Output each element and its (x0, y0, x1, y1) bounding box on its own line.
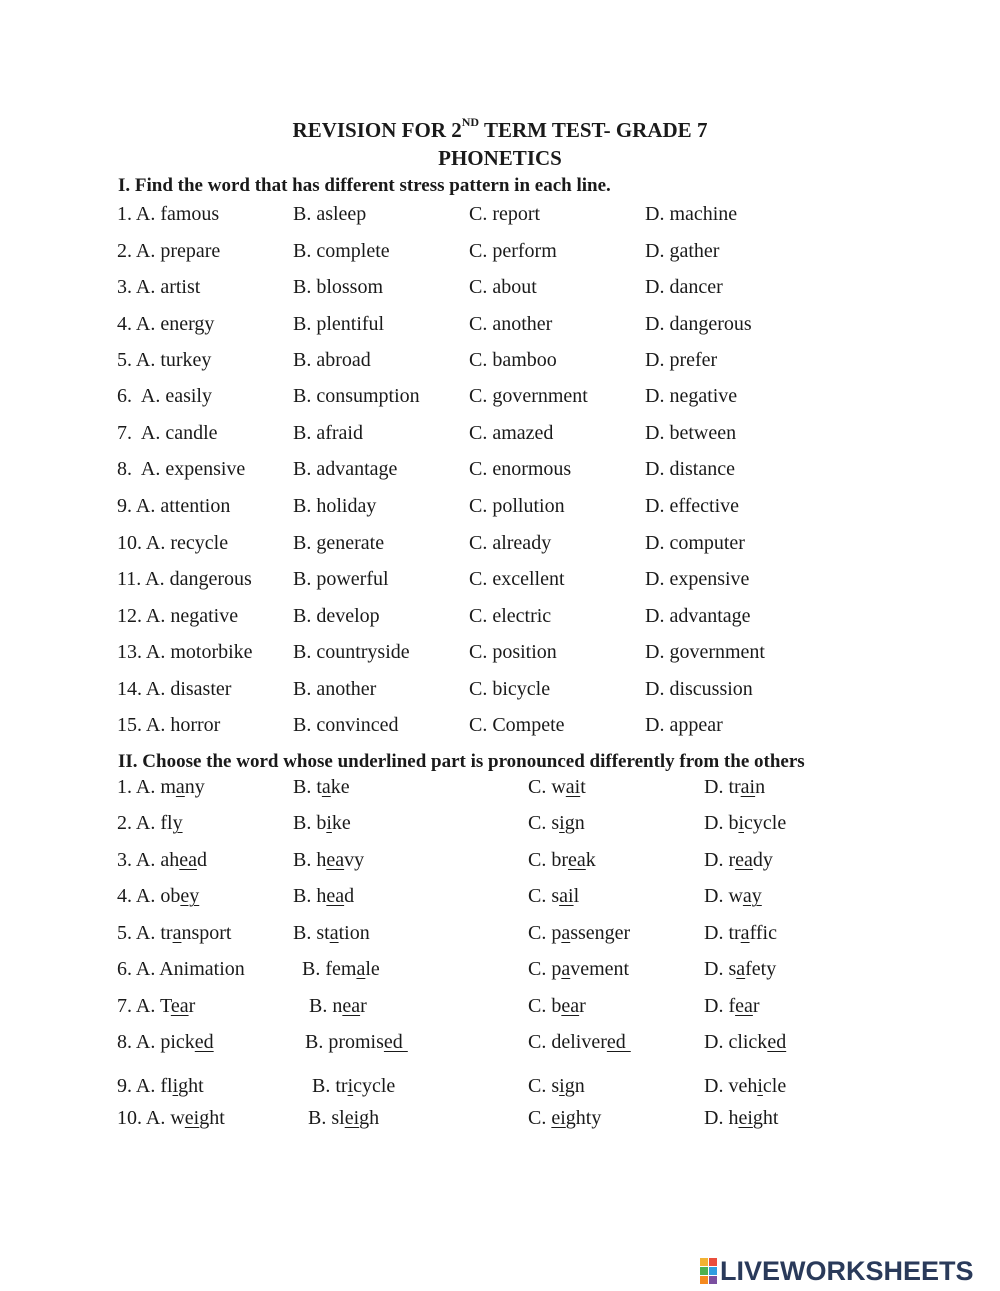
underlined-part: a (740, 922, 750, 944)
option-a (117, 776, 205, 799)
option-d (704, 922, 777, 945)
option-a (117, 849, 207, 872)
option-b: B. advantage (293, 458, 398, 480)
underlined-part: ei (184, 1107, 200, 1129)
option-d: D. computer (645, 532, 745, 554)
logo-block (700, 1267, 708, 1275)
word-suffix: ght (199, 1107, 225, 1129)
option-b: B. afraid (293, 422, 363, 444)
option-b (293, 885, 354, 908)
pronunciation-row (0, 922, 1000, 948)
word-suffix: ght (752, 1107, 779, 1129)
word-suffix: t (580, 776, 586, 798)
word-suffix: le (365, 958, 380, 980)
underlined-part: a (329, 922, 339, 944)
option-a (117, 885, 199, 908)
option-d (704, 958, 776, 981)
logo-block (700, 1258, 708, 1266)
word-prefix: D. b (704, 812, 739, 834)
word-prefix: 8. A. pick (117, 1031, 195, 1053)
word-prefix: C. s (528, 885, 560, 907)
option-d: D. effective (645, 495, 740, 517)
option-d (704, 1031, 786, 1054)
section-1-heading: I. Find the word that has different stress pattern in each line. (118, 175, 611, 196)
underlined-part: ed (383, 1031, 408, 1053)
option-a (117, 1107, 225, 1130)
option-a: 10. A. recycle (117, 532, 229, 554)
underlined-part: a (736, 958, 746, 980)
option-b: B. develop (293, 605, 380, 627)
word-prefix: 3. A. ah (117, 849, 180, 871)
word-prefix: B. promis (305, 1031, 384, 1053)
word-prefix: D. tr (704, 776, 741, 798)
word-prefix: D. h (704, 1107, 739, 1129)
word-suffix: ssenger (570, 922, 631, 944)
option-b: B. another (293, 678, 377, 700)
option-d (704, 849, 773, 872)
word-prefix: 6. A. Animation (117, 958, 245, 980)
option-c (528, 776, 586, 799)
option-c: C. electric (469, 605, 552, 627)
underlined-part: a (321, 776, 331, 798)
word-suffix: r (360, 995, 367, 1017)
option-a (117, 1031, 214, 1054)
logo-block (709, 1258, 717, 1266)
word-prefix: 1. A. m (117, 776, 176, 798)
underlined-part: i (559, 1075, 565, 1097)
word-suffix: nsport (181, 922, 232, 944)
word-suffix: n (755, 776, 766, 798)
underlined-part: a (172, 922, 182, 944)
option-c: C. bamboo (469, 349, 557, 371)
option-c (528, 885, 579, 908)
page-subtitle: PHONETICS (438, 146, 562, 170)
option-d: D. distance (645, 458, 735, 480)
stress-row (0, 678, 1000, 704)
option-a: 9. A. attention (117, 495, 231, 517)
pronunciation-row (0, 885, 1000, 911)
word-prefix: D. r (704, 849, 736, 871)
option-a (117, 922, 231, 945)
word-prefix: B. t (293, 776, 322, 798)
option-d (704, 776, 765, 799)
word-suffix: ke (331, 812, 351, 834)
option-b: B. asleep (293, 203, 367, 225)
underlined-part: ai (559, 885, 574, 907)
logo-blocks-icon (700, 1258, 717, 1284)
option-b (308, 1107, 379, 1130)
option-a: 14. A. disaster (117, 678, 232, 700)
word-prefix: C. deliver (528, 1031, 607, 1053)
underlined-part: ai (740, 776, 756, 798)
option-c: C. about (469, 276, 537, 298)
logo-text: LIVEWORKSHEETS (720, 1255, 974, 1286)
option-c: C. pollution (469, 495, 565, 517)
word-suffix: r (188, 995, 196, 1017)
underlined-part: y (172, 812, 183, 834)
option-a: 11. A. dangerous (117, 568, 252, 590)
word-prefix: C. p (528, 958, 562, 980)
underlined-part: i (347, 1075, 354, 1097)
word-prefix: B. h (293, 849, 327, 871)
stress-row (0, 313, 1000, 339)
underlined-part: ea (342, 995, 361, 1017)
option-d: D. dangerous (645, 313, 752, 335)
underlined-part: ea (561, 995, 580, 1017)
logo-block (700, 1276, 708, 1284)
option-a (117, 812, 183, 835)
word-prefix: C. (528, 1107, 552, 1129)
option-b: B. generate (293, 532, 385, 554)
word-prefix: C. br (528, 849, 568, 871)
option-b: B. complete (293, 240, 390, 262)
word-prefix: D. s (704, 958, 737, 980)
word-prefix: D. veh (704, 1075, 758, 1097)
word-prefix: C. p (528, 922, 562, 944)
option-d: D. negative (645, 385, 738, 407)
underlined-part: ei (551, 1107, 566, 1129)
word-prefix: B. h (293, 885, 327, 907)
word-prefix: 2. A. fl (117, 812, 173, 834)
option-c: C. another (469, 313, 553, 335)
underlined-part: i (738, 812, 745, 834)
option-b: B. countryside (293, 641, 410, 663)
word-prefix: B. n (309, 995, 343, 1017)
option-b (309, 995, 367, 1018)
liveworksheets-logo (700, 1255, 974, 1287)
option-b: B. plentiful (293, 313, 385, 335)
underlined-part: ey (180, 885, 200, 907)
word-suffix: dy (752, 849, 773, 871)
word-suffix: cycle (744, 812, 787, 834)
underlined-part: ei (344, 1107, 360, 1129)
underlined-part: ed (767, 1031, 787, 1053)
stress-row (0, 458, 1000, 484)
option-c: C. excellent (469, 568, 565, 590)
option-b (302, 958, 380, 981)
option-c (528, 958, 629, 981)
pronunciation-row (0, 776, 1000, 802)
option-b: B. convinced (293, 714, 399, 736)
word-prefix: D. tr (704, 922, 741, 944)
pronunciation-row (0, 849, 1000, 875)
pronunciation-row (0, 1107, 1000, 1133)
underlined-part: ea (568, 849, 586, 871)
underlined-part: i (172, 1075, 179, 1097)
option-c: C. enormous (469, 458, 572, 480)
word-prefix: D. f (704, 995, 736, 1017)
word-suffix: gn (564, 812, 585, 834)
word-suffix: tion (338, 922, 370, 944)
pronunciation-row (0, 1075, 1000, 1101)
option-c (528, 812, 585, 835)
word-prefix: B. sl (308, 1107, 345, 1129)
option-d (704, 812, 786, 835)
stress-row (0, 422, 1000, 448)
option-a: 7. A. candle (117, 422, 218, 444)
option-b (293, 849, 364, 872)
stress-row (0, 605, 1000, 631)
option-c (528, 1031, 631, 1054)
option-c: C. already (469, 532, 552, 554)
option-b: B. holiday (293, 495, 377, 517)
word-suffix: gh (359, 1107, 380, 1129)
option-a: 3. A. artist (117, 276, 201, 298)
option-c: C. Compete (469, 714, 565, 736)
word-prefix: B. tr (312, 1075, 348, 1097)
pronunciation-row (0, 958, 1000, 984)
underlined-part: ea (735, 849, 753, 871)
word-suffix: r (579, 995, 586, 1017)
option-a (117, 958, 245, 981)
option-c: C. government (469, 385, 588, 407)
option-d: D. gather (645, 240, 720, 262)
stress-row (0, 532, 1000, 558)
pronunciation-row (0, 812, 1000, 838)
word-prefix: B. st (293, 922, 330, 944)
word-prefix: 5. A. tr (117, 922, 173, 944)
word-prefix: B. fem (302, 958, 357, 980)
option-c: C. amazed (469, 422, 554, 444)
option-c (528, 849, 596, 872)
option-a: 2. A. prepare (117, 240, 221, 262)
option-c: C. report (469, 203, 541, 225)
pronunciation-row (0, 995, 1000, 1021)
word-suffix: ke (330, 776, 350, 798)
underlined-part: a (356, 958, 366, 980)
underlined-part: a (175, 776, 185, 798)
underlined-part: ea (326, 885, 345, 907)
word-prefix: D. click (704, 1031, 768, 1053)
option-d: D. between (645, 422, 737, 444)
section-2-heading: II. Choose the word whose underlined part is pronounced differently from the others (118, 751, 805, 772)
option-a: 4. A. energy (117, 313, 215, 335)
word-prefix: D. w (704, 885, 743, 907)
word-prefix: 9. A. fl (117, 1075, 173, 1097)
underlined-part: i (326, 812, 332, 834)
option-d (704, 1075, 786, 1098)
underlined-part: i (559, 812, 565, 834)
option-a (117, 1075, 204, 1098)
word-prefix: C. s (528, 1075, 560, 1097)
word-prefix: 10. A. w (117, 1107, 185, 1129)
option-d: D. government (645, 641, 765, 663)
word-suffix: d (344, 885, 355, 907)
underlined-part: ay (742, 885, 762, 907)
word-suffix: cle (762, 1075, 787, 1097)
stress-row (0, 385, 1000, 411)
word-suffix: d (196, 849, 207, 871)
option-a: 12. A. negative (117, 605, 239, 627)
word-suffix: ghty (565, 1107, 602, 1129)
option-c: C. position (469, 641, 557, 663)
option-b (312, 1075, 395, 1098)
word-suffix: ght (178, 1075, 204, 1097)
word-prefix: C. b (528, 995, 562, 1017)
option-b (293, 812, 351, 835)
option-a: 15. A. horror (117, 714, 221, 736)
option-c: C. bicycle (469, 678, 551, 700)
stress-row (0, 641, 1000, 667)
word-suffix: ny (184, 776, 205, 798)
underlined-part: ea (326, 849, 345, 871)
word-suffix: cycle (353, 1075, 396, 1097)
logo-block (709, 1276, 717, 1284)
option-a: 6. A. easily (117, 385, 212, 407)
underlined-part: ea (179, 849, 197, 871)
stress-row (0, 568, 1000, 594)
option-c (528, 922, 630, 945)
option-a: 8. A. expensive (117, 458, 246, 480)
underlined-part: ea (170, 995, 189, 1017)
option-d: D. expensive (645, 568, 750, 590)
option-b: B. consumption (293, 385, 420, 407)
word-suffix: r (752, 995, 760, 1017)
option-b (293, 776, 350, 799)
option-a: 5. A. turkey (117, 349, 212, 371)
option-d: D. dancer (645, 276, 723, 298)
option-d: D. advantage (645, 605, 751, 627)
underlined-part: i (757, 1075, 763, 1097)
word-suffix: vement (570, 958, 630, 980)
option-d (704, 885, 762, 908)
underlined-part: ed (194, 1031, 214, 1053)
option-d: D. prefer (645, 349, 718, 371)
option-c (528, 995, 586, 1018)
word-prefix: C. s (528, 812, 560, 834)
underlined-part: ai (565, 776, 581, 798)
page-title: REVISION FOR 2ND TERM TEST- GRADE 7 (292, 115, 708, 142)
option-d (704, 995, 760, 1018)
option-b (293, 922, 370, 945)
logo-block (709, 1267, 717, 1275)
option-b: B. powerful (293, 568, 389, 590)
word-prefix: C. w (528, 776, 566, 798)
word-prefix: B. b (293, 812, 327, 834)
option-b: B. abroad (293, 349, 371, 371)
option-a (117, 995, 195, 1018)
option-c: C. perform (469, 240, 557, 262)
option-b (305, 1031, 408, 1054)
stress-row (0, 276, 1000, 302)
stress-row (0, 240, 1000, 266)
word-suffix: fety (745, 958, 777, 980)
underlined-part: ed (606, 1031, 631, 1053)
pronunciation-row (0, 1031, 1000, 1057)
option-c (528, 1107, 601, 1130)
word-suffix: ffic (749, 922, 777, 944)
underlined-part: a (561, 958, 571, 980)
stress-row (0, 349, 1000, 375)
underlined-part: ei (738, 1107, 753, 1129)
word-prefix: 7. A. T (117, 995, 171, 1017)
word-suffix: vy (344, 849, 365, 871)
word-suffix: l (573, 885, 580, 907)
word-prefix: 4. A. ob (117, 885, 181, 907)
option-a: 13. A. motorbike (117, 641, 253, 663)
option-b: B. blossom (293, 276, 384, 298)
word-suffix: k (585, 849, 596, 871)
option-d: D. machine (645, 203, 738, 225)
word-suffix: gn (564, 1075, 585, 1097)
option-a: 1. A. famous (117, 203, 220, 225)
option-c (528, 1075, 585, 1098)
option-d: D. discussion (645, 678, 753, 700)
underlined-part: ea (735, 995, 753, 1017)
stress-row (0, 203, 1000, 229)
stress-row (0, 495, 1000, 521)
underlined-part: a (561, 922, 571, 944)
option-d: D. appear (645, 714, 723, 736)
option-d (704, 1107, 778, 1130)
stress-row (0, 714, 1000, 740)
